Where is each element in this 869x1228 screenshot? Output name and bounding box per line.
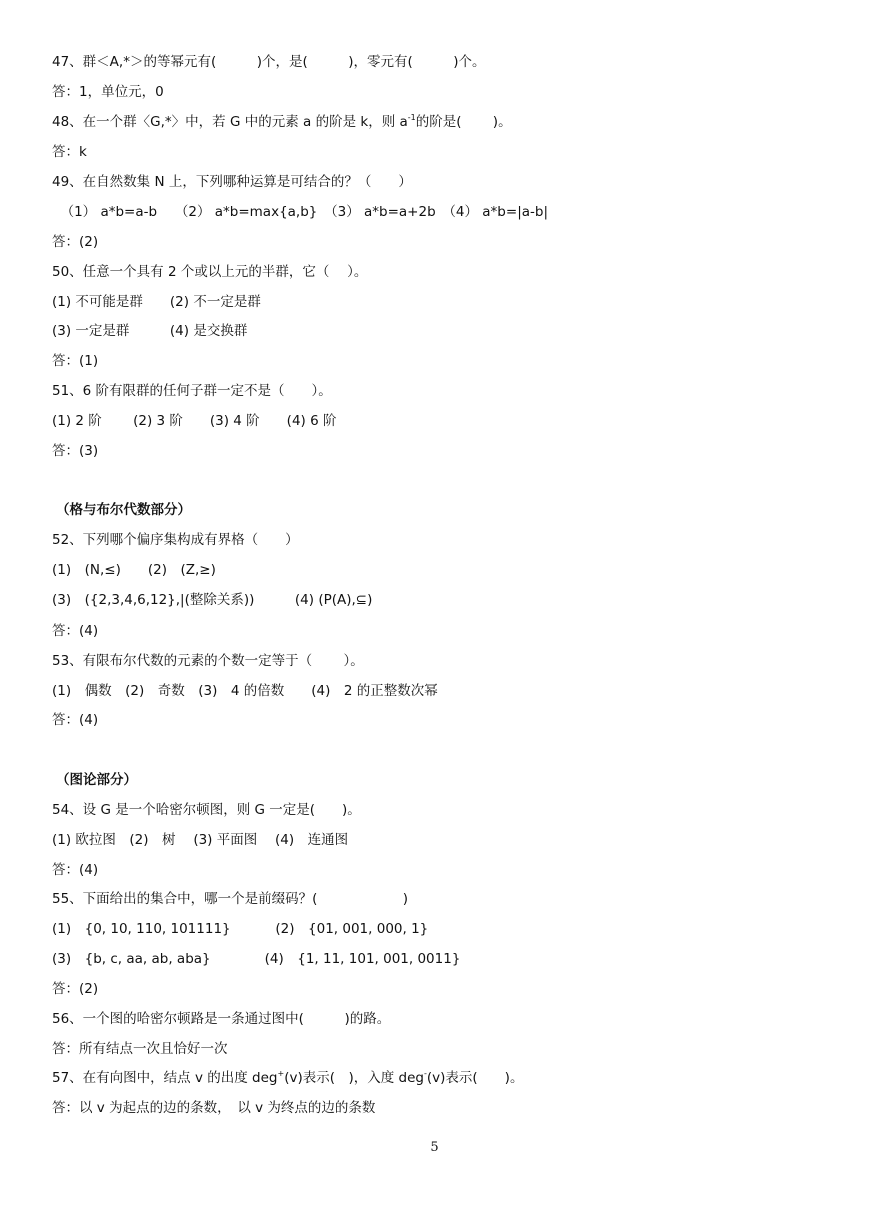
q56-answer: 答：所有结点一次且恰好一次 — [52, 1041, 228, 1057]
q50-options-2: (3) 一定是群 (4) 是交换群 — [52, 323, 248, 339]
q57-question: 57、在有向图中，结点 v 的出度 deg+(v)表示( )，入度 deg-(v)表示( )。 — [52, 1069, 524, 1086]
q55-answer: 答：(2) — [52, 981, 99, 997]
q54-answer: 答：(4) — [52, 862, 99, 878]
q52-options-2: (3) ({2,3,4,6,12},|(整除关系)) (4) (P(A),⊆) — [52, 592, 373, 608]
q53-options: (1) 偶数 (2) 奇数 (3) 4 的倍数 (4) 2 的正整数次幂 — [52, 683, 438, 699]
q51-answer: 答：(3) — [52, 443, 99, 459]
q52-answer: 答：(4) — [52, 623, 99, 639]
q55-options-1: (1) {0, 10, 110, 101111} (2) {01, 001, 000, 1} — [52, 921, 429, 937]
page-number: 5 — [430, 1140, 439, 1155]
q56-question: 56、一个图的哈密尔顿路是一条通过图中( )的路。 — [52, 1011, 391, 1027]
q47-answer: 答：1，单位元，0 — [52, 84, 164, 100]
q54-options: (1) 欧拉图 (2) 树 (3) 平面图 (4) 连通图 — [52, 832, 349, 848]
q50-answer: 答：(1) — [52, 353, 99, 369]
q55-options-2: (3) {b, c, aa, ab, aba} (4) {1, 11, 101, 001, 0011} — [52, 951, 461, 967]
section-lattice-boolean: （格与布尔代数部分） — [56, 502, 191, 518]
q49-options: （1） a*b=a-b （2） a*b=max{a,b} （3） a*b=a+2b （4） a*b=|a-b| — [52, 204, 548, 220]
q55-question: 55、下面给出的集合中，哪一个是前缀码？( ) — [52, 891, 409, 907]
q48-answer: 答：k — [52, 144, 87, 160]
q48-question: 48、在一个群〈G,*〉中，若 G 中的元素 a 的阶是 k，则 $a^{-1}$的阶是( )。 — [52, 113, 512, 130]
section-graph-theory: （图论部分） — [56, 772, 137, 788]
q52-question: 52、下列哪个偏序集构成有界格（ ） — [52, 532, 299, 548]
q53-answer: 答：(4) — [52, 712, 99, 728]
q51-options: (1) 2 阶 (2) 3 阶 (3) 4 阶 (4) 6 阶 — [52, 413, 337, 429]
q49-answer: 答：(2) — [52, 234, 99, 250]
q53-question: 53、有限布尔代数的元素的个数一定等于（ ）。 — [52, 653, 364, 669]
q47-question: 47、群＜A,*＞的等幂元有( )个，是( )，零元有( )个。 — [52, 54, 486, 70]
q52-options-1: (1) (N,≤) (2) (Z,≥) — [52, 562, 216, 578]
q51-question: 51、6 阶有限群的任何子群一定不是（ ）。 — [52, 383, 332, 399]
q57-answer: 答：以 v 为起点的边的条数， 以 v 为终点的边的条数 — [52, 1100, 376, 1116]
q54-question: 54、设 G 是一个哈密尔顿图，则 G 一定是( )。 — [52, 802, 361, 818]
q49-question: 49、在自然数集 N 上，下列哪种运算是可结合的？（ ） — [52, 174, 412, 190]
q50-question: 50、任意一个具有 2 个或以上元的半群，它（ ）。 — [52, 264, 368, 280]
q50-options-1: (1) 不可能是群 (2) 不一定是群 — [52, 294, 261, 310]
